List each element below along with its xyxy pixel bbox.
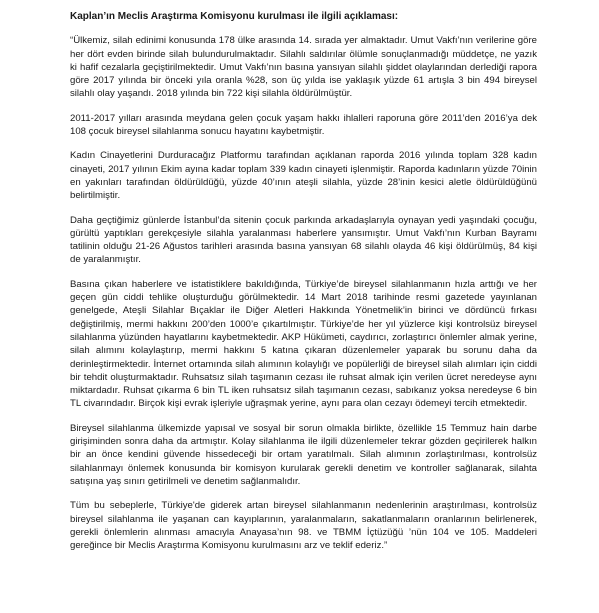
document-title: Kaplan’ın Meclis Araştırma Komisyonu kurulması ile ilgili açıklaması: (70, 11, 399, 22)
paragraph-3: Kadın Cinayetlerini Durduracağız Platformu tarafından açıklanan raporda 2016 yılında toplam 328 kadın cinayeti, 2017 yılının Ekim ayına kadar toplam 339 kadın cinayeti işlenmiştir. Raporda kadınların yüzde 70inin en yakınları tarafından öldürüldüğü, yüzde 40’ının ateşli silahla, yüzde 28’inin kesici aletle öldürüldüğünü belirtilmiştir. (70, 150, 537, 202)
paragraph-1: “Ülkemiz, silah edinimi konusunda 178 ülke arasında 14. sırada yer almaktadır. Umut Vakfı’nın verilerine göre her dört evden birinde silah bulundurulmaktadır. Silahlı saldırılar ölümle sonuçlanmadığı müddetçe, ne yazık ki hafif cezalarla geçiştirilmektedir. Umut Vakfı’nın basına yansıyan silahlı şiddet olaylarından derlediği rapora göre 2017 yılında bir önceki yıla oranla %28, son üç yılda ise yaklaşık yüzde 61 artışla 3 bin 494 bireysel silahlı olay yaşandı. 2018 yılında bin 722 kişi silahla öldürülmüştür. (70, 35, 537, 100)
paragraph-7: Tüm bu sebeplerle, Türkiye'de giderek artan bireysel silahlanmanın nedenlerinin araştırılması, kontrolsüz bireysel silahlanma ile yaşanan can kayıplarının, yaralanmaların, sakatlanmaların oranlarının belirlenerek, gerekli önlemlerin alınması amacıyla Anayasa’nın 98. ve TBMM İçtüzüğü ’nün 104 ve 105. Maddeleri gereğince bir Meclis Araştırma Komisyonu kurulmasını arz ve teklif ederiz.” (70, 500, 537, 552)
paragraph-4: Daha geçtiğimiz günlerde İstanbul’da sitenin çocuk parkında arkadaşlarıyla oynayan yedi yaşındaki çocuğu, gürültü yaptıkları gerekçesiyle silahla yaralanması haberlere yansımıştır. Umut Vakfı’nın Kurban Bayramı tatilinin olduğu 21-26 Ağustos tarihleri arasında basına yansıyan 68 silahlı olayda 46 kişi öldürülmüş, 84 kişi de yaralanmıştır. (70, 214, 537, 266)
paragraph-2: 2011-2017 yılları arasında meydana gelen çocuk yaşam hakkı ihlalleri raporuna göre 2011’den 2016’ya dek 108 çocuk bireysel silahlanma sonucu hayatını kaybetmiştir. (70, 112, 537, 138)
paragraph-6: Bireysel silahlanma ülkemizde yapısal ve sosyal bir sorun olmakla birlikte, özellikle 15 Temmuz hain darbe girişiminden sonra daha da artmıştır. Kolay silahlanma ile ilgili düzenlemeler tekrar gözden geçirilerek halkın bir an önce kendini güvende hissedeceği bir ortam yaratılmalı. Silah alımının zorlaştırılması, kontrolsüz silahlanmayı önlemek konusunda bir komisyon kurularak gerekli denetim ve kontroller sağlanarak, silahta satışına yaş sınırı getirilmeli ve denetim sağlanmalıdır. (70, 422, 537, 487)
paragraph-5: Basına çıkan haberlere ve istatistiklere bakıldığında, Türkiye’de bireysel silahlanmanın hızla arttığı ve her geçen gün ciddi tehlike oluşturduğu görülmektedir. 14 Mart 2018 tarihinde resmi gazetede yayınlanan genelgede, Ateşli Silahlar Bıçaklar ile Diğer Aletleri Hakkında Yönetmelik’in birinci ve dördüncü fırkası değiştirilmiş, mermi hakkını 200’den 1000’e çıkartılmıştır. Türkiye’de her yıl yüzlerce kişi kontrolsüz bireysel silahlanma yüzünden hayatlarını kaybetmektedir. AKP Hükümeti, caydırıcı, zorlaştırıcı önlemler almak yerine, silah alımını kolaylaştırıp, mermi hakkını 5 katına çıkaran düzenlemeler yaparak bu sorunu daha da derinleştirmektedir. İnternet ortamında silah alımının kolaylığı ve popülerliği de bireysel silah alımları için ciddi bir tehdit oluşturmaktadır. Ruhsatsız silah taşımanın cezası ile ruhsat almak için verilen ücret neredeyse aynı miktardadır. Ruhsat çıkarma 6 bin TL iken ruhsatsız silah taşımanın cezası, sabıkanız yoksa neredeyse 6 bin TL civarındadır. Birçok kişi evrak işleriyle uğraşmak yerine, aynı para olan cezayı ödemeyi tercih etmektedir. (70, 278, 537, 410)
